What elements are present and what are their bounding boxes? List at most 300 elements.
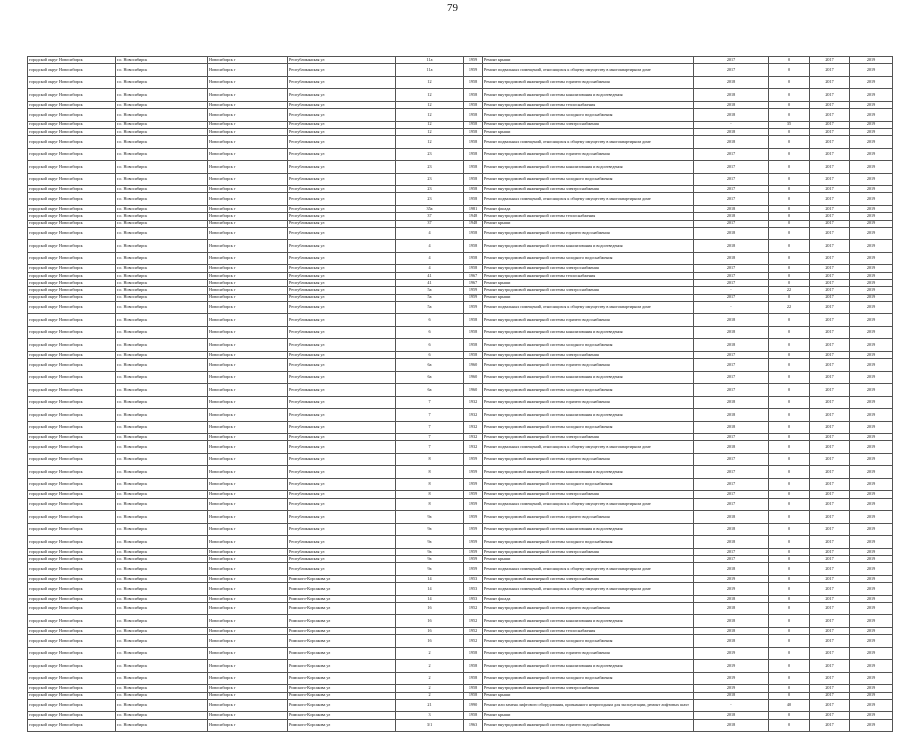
street-cell: Республиканская ул: [288, 109, 396, 122]
house-cell: 8: [396, 453, 464, 466]
planned-year-cell: 2017: [694, 359, 769, 372]
work-type-cell: Ремонт внутридомовой инженерной системы горячего водоснабжения: [483, 719, 694, 732]
period-start-cell: 2017: [810, 719, 850, 732]
table-row: [28, 491, 893, 498]
house-cell: 12: [396, 136, 464, 149]
district-cell: г.о. Новосибирск: [116, 136, 208, 149]
city-cell: Новосибирск г: [208, 240, 288, 253]
district-cell: г.о. Новосибирск: [116, 89, 208, 102]
table-row: [28, 615, 893, 628]
period-start-cell: 2017: [810, 692, 850, 699]
house-cell: 5а: [396, 294, 464, 301]
municipality-cell: городской округ Новосибирск: [28, 205, 116, 212]
table-row: [28, 173, 893, 186]
cost-cell: 0: [769, 409, 810, 422]
district-cell: г.о. Новосибирск: [116, 64, 208, 77]
district-cell: г.о. Новосибирск: [116, 213, 208, 220]
cost-cell: 0: [769, 128, 810, 135]
period-start-cell: 2017: [810, 699, 850, 712]
planned-year-cell: 2018: [694, 511, 769, 524]
district-cell: г.о. Новосибирск: [116, 301, 208, 314]
district-cell: г.о. Новосибирск: [116, 453, 208, 466]
municipality-cell: городской округ Новосибирск: [28, 220, 116, 227]
work-type-cell: Ремонт крыши: [483, 279, 694, 286]
city-cell: Новосибирск г: [208, 692, 288, 699]
period-start-cell: 2017: [810, 384, 850, 397]
period-end-cell: 2019: [850, 712, 893, 719]
house-cell: 9а: [396, 523, 464, 536]
city-cell: Новосибирск г: [208, 279, 288, 286]
municipality-cell: городской округ Новосибирск: [28, 719, 116, 732]
street-cell: Республиканская ул: [288, 478, 396, 491]
year-cell: 1958: [464, 89, 483, 102]
municipality-cell: городской округ Новосибирск: [28, 453, 116, 466]
cost-cell: 0: [769, 240, 810, 253]
cost-cell: 0: [769, 213, 810, 220]
period-end-cell: 2019: [850, 161, 893, 174]
district-cell: г.о. Новосибирск: [116, 583, 208, 596]
year-cell: 1963: [464, 719, 483, 732]
municipality-cell: городской округ Новосибирск: [28, 478, 116, 491]
work-type-cell: Ремонт внутридомовой инженерной системы горячего водоснабжения: [483, 511, 694, 524]
period-end-cell: 2019: [850, 466, 893, 479]
work-type-cell: Ремонт внутридомовой инженерной системы электроснабжения: [483, 186, 694, 193]
district-cell: г.о. Новосибирск: [116, 672, 208, 685]
table-row: [28, 109, 893, 122]
municipality-cell: городской округ Новосибирск: [28, 371, 116, 384]
municipality-cell: городской округ Новосибирск: [28, 351, 116, 358]
cost-cell: 0: [769, 252, 810, 265]
table-row: [28, 719, 893, 732]
year-cell: 1958: [464, 685, 483, 692]
street-cell: Республиканская ул: [288, 148, 396, 161]
planned-year-cell: 2018: [694, 409, 769, 422]
period-end-cell: 2019: [850, 548, 893, 555]
street-cell: Республиканская ул: [288, 359, 396, 372]
city-cell: Новосибирск г: [208, 523, 288, 536]
period-start-cell: 2017: [810, 647, 850, 660]
work-type-cell: Ремонт внутридомовой инженерной системы электроснабжения: [483, 685, 694, 692]
period-end-cell: 2019: [850, 491, 893, 498]
municipality-cell: городской округ Новосибирск: [28, 76, 116, 89]
period-end-cell: 2019: [850, 136, 893, 149]
period-start-cell: 2017: [810, 136, 850, 149]
table-row: [28, 76, 893, 89]
district-cell: г.о. Новосибирск: [116, 602, 208, 615]
city-cell: Новосибирск г: [208, 647, 288, 660]
cost-cell: 0: [769, 272, 810, 279]
year-cell: 1958: [464, 692, 483, 699]
period-end-cell: 2019: [850, 575, 893, 582]
work-type-cell: Ремонт внутридомовой инженерной системы электроснабжения: [483, 491, 694, 498]
work-type-cell: Ремонт внутридомовой инженерной системы холодного водоснабжения: [483, 173, 694, 186]
city-cell: Новосибирск г: [208, 615, 288, 628]
house-cell: 9а: [396, 563, 464, 576]
period-start-cell: 2017: [810, 173, 850, 186]
district-cell: г.о. Новосибирск: [116, 511, 208, 524]
period-end-cell: 2019: [850, 227, 893, 240]
house-cell: 23: [396, 193, 464, 206]
table-row: [28, 301, 893, 314]
planned-year-cell: 2017: [694, 453, 769, 466]
table-row: [28, 441, 893, 454]
table-row: [28, 575, 893, 582]
table-row: [28, 466, 893, 479]
table-row: [28, 272, 893, 279]
municipality-cell: городской округ Новосибирск: [28, 240, 116, 253]
city-cell: Новосибирск г: [208, 89, 288, 102]
city-cell: Новосибирск г: [208, 685, 288, 692]
district-cell: г.о. Новосибирск: [116, 635, 208, 648]
house-cell: 11а: [396, 64, 464, 77]
cost-cell: 0: [769, 186, 810, 193]
cost-cell: 0: [769, 371, 810, 384]
municipality-cell: городской округ Новосибирск: [28, 294, 116, 301]
house-cell: 2: [396, 660, 464, 673]
cost-cell: 0: [769, 64, 810, 77]
cost-cell: 0: [769, 101, 810, 108]
year-cell: 1958: [464, 173, 483, 186]
cost-cell: 0: [769, 76, 810, 89]
planned-year-cell: 2018: [694, 523, 769, 536]
municipality-cell: городской округ Новосибирск: [28, 109, 116, 122]
house-cell: 4: [396, 265, 464, 272]
house-cell: 37: [396, 213, 464, 220]
year-cell: 1958: [464, 161, 483, 174]
district-cell: г.о. Новосибирск: [116, 421, 208, 434]
planned-year-cell: 2017: [694, 491, 769, 498]
house-cell: 3/1: [396, 719, 464, 732]
street-cell: Республиканская ул: [288, 252, 396, 265]
district-cell: г.о. Новосибирск: [116, 205, 208, 212]
city-cell: Новосибирск г: [208, 227, 288, 240]
table-row: [28, 287, 893, 294]
city-cell: Новосибирск г: [208, 294, 288, 301]
district-cell: г.о. Новосибирск: [116, 265, 208, 272]
work-type-cell: Ремонт крыши: [483, 57, 694, 64]
municipality-cell: городской округ Новосибирск: [28, 279, 116, 286]
city-cell: Новосибирск г: [208, 602, 288, 615]
city-cell: Новосибирск г: [208, 466, 288, 479]
table-row: [28, 265, 893, 272]
house-cell: 9а: [396, 511, 464, 524]
table-row: [28, 161, 893, 174]
street-cell: Республиканская ул: [288, 64, 396, 77]
period-start-cell: 2017: [810, 227, 850, 240]
district-cell: г.о. Новосибирск: [116, 491, 208, 498]
cost-cell: 0: [769, 421, 810, 434]
cost-cell: 0: [769, 466, 810, 479]
table-row: [28, 511, 893, 524]
work-type-cell: Ремонт крыши: [483, 712, 694, 719]
district-cell: г.о. Новосибирск: [116, 396, 208, 409]
year-cell: 1960: [464, 359, 483, 372]
city-cell: Новосибирск г: [208, 326, 288, 339]
table-row: [28, 396, 893, 409]
street-cell: Римского-Корсакова ул: [288, 647, 396, 660]
work-type-cell: Ремонт внутридомовой инженерной системы холодного водоснабжения: [483, 109, 694, 122]
municipality-cell: городской округ Новосибирск: [28, 161, 116, 174]
city-cell: Новосибирск г: [208, 351, 288, 358]
city-cell: Новосибирск г: [208, 101, 288, 108]
municipality-cell: городской округ Новосибирск: [28, 193, 116, 206]
table-row: [28, 453, 893, 466]
period-start-cell: 2017: [810, 672, 850, 685]
period-end-cell: 2019: [850, 699, 893, 712]
table-row: [28, 294, 893, 301]
municipality-cell: городской округ Новосибирск: [28, 602, 116, 615]
district-cell: г.о. Новосибирск: [116, 76, 208, 89]
year-cell: 1958: [464, 351, 483, 358]
district-cell: г.о. Новосибирск: [116, 627, 208, 634]
district-cell: г.о. Новосибирск: [116, 240, 208, 253]
period-start-cell: 2017: [810, 536, 850, 549]
street-cell: Республиканская ул: [288, 409, 396, 422]
year-cell: 1958: [464, 660, 483, 673]
street-cell: Республиканская ул: [288, 548, 396, 555]
work-type-cell: Ремонт внутридомовой инженерной системы канализования и водоотведения: [483, 371, 694, 384]
district-cell: г.о. Новосибирск: [116, 294, 208, 301]
table-row: [28, 128, 893, 135]
work-type-cell: Ремонт внутридомовой инженерной системы холодного водоснабжения: [483, 252, 694, 265]
period-start-cell: 2017: [810, 359, 850, 372]
house-cell: 6: [396, 339, 464, 352]
municipality-cell: городской округ Новосибирск: [28, 89, 116, 102]
house-cell: 21: [396, 699, 464, 712]
year-cell: 1952: [464, 635, 483, 648]
year-cell: 1958: [464, 121, 483, 128]
planned-year-cell: 2018: [694, 205, 769, 212]
street-cell: Республиканская ул: [288, 173, 396, 186]
street-cell: Республиканская ул: [288, 453, 396, 466]
period-end-cell: 2019: [850, 627, 893, 634]
municipality-cell: городской округ Новосибирск: [28, 511, 116, 524]
planned-year-cell: 2017: [694, 384, 769, 397]
period-start-cell: 2017: [810, 240, 850, 253]
city-cell: Новосибирск г: [208, 421, 288, 434]
street-cell: Республиканская ул: [288, 76, 396, 89]
street-cell: Республиканская ул: [288, 326, 396, 339]
year-cell: 1958: [464, 240, 483, 253]
house-cell: 16: [396, 615, 464, 628]
city-cell: Новосибирск г: [208, 498, 288, 511]
period-start-cell: 2017: [810, 409, 850, 422]
house-cell: 23: [396, 173, 464, 186]
planned-year-cell: 2018: [694, 128, 769, 135]
work-type-cell: Ремонт крыши: [483, 692, 694, 699]
municipality-cell: городской округ Новосибирск: [28, 498, 116, 511]
period-end-cell: 2019: [850, 647, 893, 660]
cost-cell: 0: [769, 359, 810, 372]
city-cell: Новосибирск г: [208, 699, 288, 712]
work-type-cell: Ремонт внутридомовой инженерной системы канализования и водоотведения: [483, 466, 694, 479]
period-start-cell: 2017: [810, 89, 850, 102]
period-start-cell: 2017: [810, 511, 850, 524]
municipality-cell: городской округ Новосибирск: [28, 434, 116, 441]
city-cell: Новосибирск г: [208, 434, 288, 441]
year-cell: 1959: [464, 523, 483, 536]
municipality-cell: городской округ Новосибирск: [28, 326, 116, 339]
district-cell: г.о. Новосибирск: [116, 128, 208, 135]
period-start-cell: 2017: [810, 453, 850, 466]
planned-year-cell: 2018: [694, 326, 769, 339]
house-cell: 7: [396, 421, 464, 434]
planned-year-cell: 2019: [694, 575, 769, 582]
year-cell: 1959: [464, 536, 483, 549]
table-row: [28, 478, 893, 491]
year-cell: 1958: [464, 193, 483, 206]
period-start-cell: 2017: [810, 64, 850, 77]
city-cell: Новосибирск г: [208, 136, 288, 149]
cost-cell: 0: [769, 384, 810, 397]
cost-cell: 0: [769, 220, 810, 227]
district-cell: г.о. Новосибирск: [116, 692, 208, 699]
municipality-cell: городской округ Новосибирск: [28, 563, 116, 576]
period-end-cell: 2019: [850, 128, 893, 135]
municipality-cell: городской округ Новосибирск: [28, 536, 116, 549]
work-type-cell: Ремонт внутридомовой инженерной системы холодного водоснабжения: [483, 635, 694, 648]
table-row: [28, 563, 893, 576]
city-cell: Новосибирск г: [208, 76, 288, 89]
work-type-cell: Ремонт крыши: [483, 220, 694, 227]
period-start-cell: 2017: [810, 121, 850, 128]
street-cell: Республиканская ул: [288, 220, 396, 227]
municipality-cell: городской округ Новосибирск: [28, 466, 116, 479]
planned-year-cell: 2018: [694, 136, 769, 149]
street-cell: Республиканская ул: [288, 556, 396, 563]
year-cell: 1958: [464, 136, 483, 149]
table-row: [28, 121, 893, 128]
period-start-cell: 2017: [810, 294, 850, 301]
house-cell: 14: [396, 583, 464, 596]
planned-year-cell: 2017: [694, 173, 769, 186]
city-cell: Новосибирск г: [208, 220, 288, 227]
year-cell: 1958: [464, 148, 483, 161]
house-cell: 5а: [396, 287, 464, 294]
street-cell: Римского-Корсакова ул: [288, 692, 396, 699]
period-start-cell: 2017: [810, 548, 850, 555]
city-cell: Новосибирск г: [208, 128, 288, 135]
district-cell: г.о. Новосибирск: [116, 57, 208, 64]
district-cell: г.о. Новосибирск: [116, 121, 208, 128]
period-end-cell: 2019: [850, 89, 893, 102]
cost-cell: 0: [769, 595, 810, 602]
cost-cell: 0: [769, 536, 810, 549]
municipality-cell: городской округ Новосибирск: [28, 359, 116, 372]
period-start-cell: 2017: [810, 213, 850, 220]
work-type-cell: Ремонт подвальных помещений, относящихся к общему имуществу в многоквартирном доме: [483, 498, 694, 511]
district-cell: г.о. Новосибирск: [116, 227, 208, 240]
work-type-cell: Ремонт подвальных помещений, относящихся к общему имуществу в многоквартирном доме: [483, 193, 694, 206]
planned-year-cell: 2017: [694, 186, 769, 193]
period-start-cell: 2017: [810, 712, 850, 719]
period-end-cell: 2019: [850, 173, 893, 186]
street-cell: Римского-Корсакова ул: [288, 712, 396, 719]
period-start-cell: 2017: [810, 441, 850, 454]
period-end-cell: 2019: [850, 121, 893, 128]
house-cell: 7: [396, 434, 464, 441]
city-cell: Новосибирск г: [208, 583, 288, 596]
municipality-cell: городской округ Новосибирск: [28, 121, 116, 128]
planned-year-cell: 2017: [694, 556, 769, 563]
period-end-cell: 2019: [850, 719, 893, 732]
table-row: [28, 523, 893, 536]
street-cell: Республиканская ул: [288, 272, 396, 279]
planned-year-cell: 2018: [694, 396, 769, 409]
planned-year-cell: 2018: [694, 252, 769, 265]
district-cell: г.о. Новосибирск: [116, 556, 208, 563]
house-cell: 11а: [396, 57, 464, 64]
cost-cell: 0: [769, 109, 810, 122]
table-row: [28, 712, 893, 719]
planned-year-cell: 2018: [694, 213, 769, 220]
period-start-cell: 2017: [810, 326, 850, 339]
year-cell: 1932: [464, 441, 483, 454]
municipality-cell: городской округ Новосибирск: [28, 635, 116, 648]
street-cell: Республиканская ул: [288, 227, 396, 240]
city-cell: Новосибирск г: [208, 511, 288, 524]
cost-cell: 0: [769, 294, 810, 301]
street-cell: Республиканская ул: [288, 205, 396, 212]
period-end-cell: 2019: [850, 595, 893, 602]
planned-year-cell: 2017: [694, 148, 769, 161]
year-cell: 1958: [464, 128, 483, 135]
house-cell: 35а: [396, 205, 464, 212]
district-cell: г.о. Новосибирск: [116, 647, 208, 660]
house-cell: 3: [396, 712, 464, 719]
period-end-cell: 2019: [850, 511, 893, 524]
district-cell: г.о. Новосибирск: [116, 314, 208, 327]
planned-year-cell: -: [694, 287, 769, 294]
cost-cell: 0: [769, 647, 810, 660]
period-end-cell: 2019: [850, 252, 893, 265]
cost-cell: 0: [769, 719, 810, 732]
planned-year-cell: 2018: [694, 314, 769, 327]
year-cell: 1959: [464, 511, 483, 524]
street-cell: Римского-Корсакова ул: [288, 627, 396, 634]
municipality-cell: городской округ Новосибирск: [28, 272, 116, 279]
house-cell: 12: [396, 121, 464, 128]
year-cell: 1958: [464, 265, 483, 272]
cost-cell: 0: [769, 478, 810, 491]
year-cell: 1990: [464, 699, 483, 712]
table-row: [28, 371, 893, 384]
municipality-cell: городской округ Новосибирск: [28, 301, 116, 314]
district-cell: г.о. Новосибирск: [116, 351, 208, 358]
period-start-cell: 2017: [810, 434, 850, 441]
year-cell: 1959: [464, 453, 483, 466]
municipality-cell: городской округ Новосибирск: [28, 685, 116, 692]
street-cell: Республиканская ул: [288, 57, 396, 64]
cost-cell: 0: [769, 511, 810, 524]
period-end-cell: 2019: [850, 294, 893, 301]
planned-year-cell: -: [694, 121, 769, 128]
period-start-cell: 2017: [810, 660, 850, 673]
planned-year-cell: -: [694, 699, 769, 712]
period-start-cell: 2017: [810, 498, 850, 511]
municipality-cell: городской округ Новосибирск: [28, 556, 116, 563]
table-row: [28, 351, 893, 358]
cost-cell: 0: [769, 89, 810, 102]
planned-year-cell: 2018: [694, 627, 769, 634]
planned-year-cell: 2019: [694, 672, 769, 685]
house-cell: 14: [396, 595, 464, 602]
city-cell: Новосибирск г: [208, 193, 288, 206]
period-end-cell: 2019: [850, 205, 893, 212]
period-start-cell: 2017: [810, 523, 850, 536]
house-cell: 37: [396, 220, 464, 227]
district-cell: г.о. Новосибирск: [116, 287, 208, 294]
